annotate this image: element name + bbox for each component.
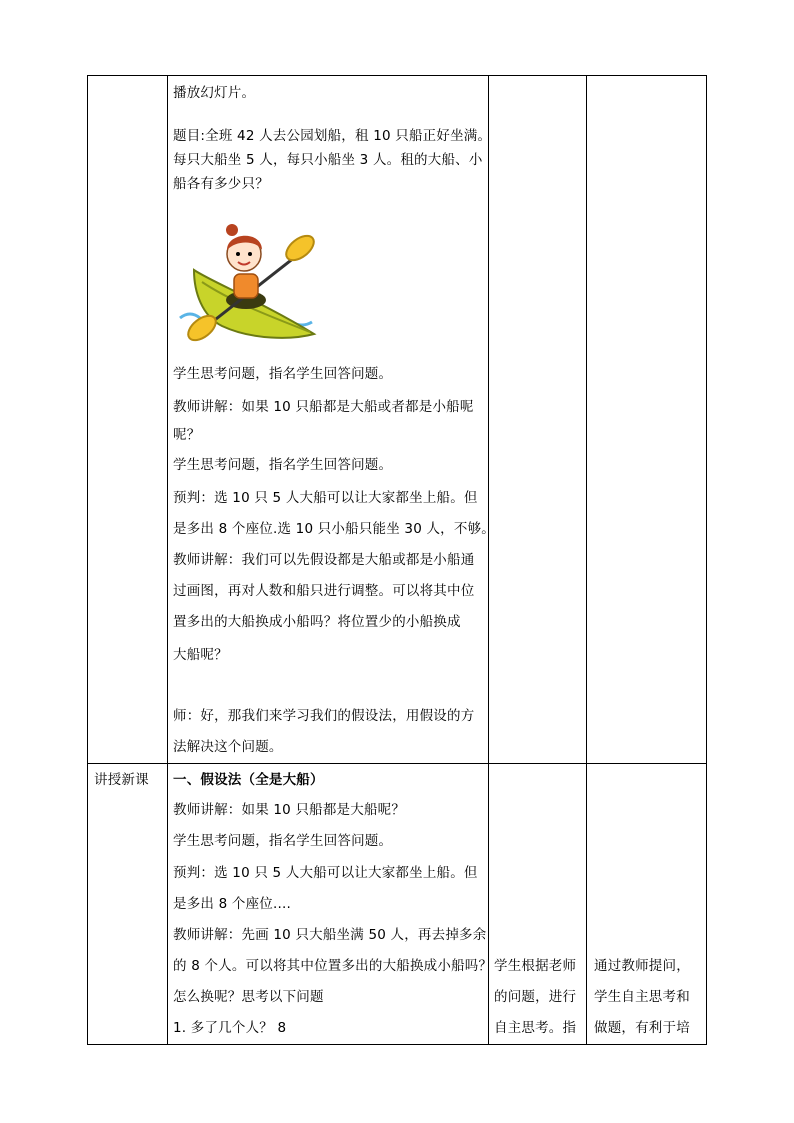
student-activity-line: 学生根据老师 <box>494 958 577 974</box>
table-border-left <box>87 75 88 1045</box>
teacher-text-line: 学生思考问题，指名学生回答问题。 <box>173 457 393 473</box>
table-border-right <box>706 75 707 1045</box>
girl-eye <box>248 252 252 256</box>
teacher-text-line: 师：好，那我们来学习我们的假设法，用假设的方 <box>173 708 475 724</box>
column-divider-2 <box>488 75 489 1045</box>
teacher-text-line: 呢？ <box>173 427 201 443</box>
teacher-text-line: 预判：选 10 只 5 人大船可以让大家都坐上船。但 <box>173 865 478 881</box>
table-border-bottom <box>87 1044 707 1045</box>
girl-eye <box>236 252 240 256</box>
design-intent-line: 通过教师提问， <box>594 958 690 974</box>
teacher-text-line: 的 8 个人。可以将其中位置多出的大船换成小船吗？ <box>173 958 493 974</box>
teacher-text-line: 播放幻灯片。 <box>173 85 256 101</box>
section-title: 一、假设法（全是大船） <box>173 772 324 788</box>
teacher-text-line: 学生思考问题，指名学生回答问题。 <box>173 833 393 849</box>
teacher-text-line: 教师讲解：我们可以先假设都是大船或都是小船通 <box>173 552 475 568</box>
teacher-text-line: 怎么换呢？思考以下问题 <box>173 989 324 1005</box>
teacher-text-line: 是多出 8 个座位.选 10 只小船只能坐 30 人，不够。 <box>173 521 495 537</box>
life-jacket <box>234 274 258 298</box>
problem-text-line: 题目:全班 42 人去公园划船，租 10 只船正好坐满。 <box>173 128 492 144</box>
teacher-text-line: 教师讲解：如果 10 只船都是大船呢？ <box>173 802 406 818</box>
stage-label: 讲授新课 <box>94 772 149 788</box>
student-activity-line: 的问题，进行 <box>494 989 577 1005</box>
design-intent-line: 做题，有利于培 <box>594 1020 690 1036</box>
girl-hair-bun <box>226 224 238 236</box>
table-border-top <box>87 75 707 76</box>
paddle-blade <box>282 231 318 265</box>
teacher-text-line: 1. 多了几个人？ 8 <box>173 1020 287 1036</box>
student-activity-line: 自主思考。指 <box>494 1020 577 1036</box>
teacher-text-line: 学生思考问题，指名学生回答问题。 <box>173 366 393 382</box>
teacher-text-line: 是多出 8 个座位.... <box>173 896 291 912</box>
girl-kayaking-illustration <box>172 222 322 350</box>
teacher-text-line: 预判：选 10 只 5 人大船可以让大家都坐上船。但 <box>173 490 478 506</box>
teacher-text-line: 教师讲解：如果 10 只船都是大船或者都是小船呢 <box>173 399 474 415</box>
column-divider-3 <box>586 75 587 1045</box>
teacher-text-line: 法解决这个问题。 <box>173 739 283 755</box>
problem-text-line: 每只大船坐 5 人，每只小船坐 3 人。租的大船、小 <box>173 152 483 168</box>
problem-text-line: 船各有多少只？ <box>173 176 269 192</box>
teacher-text-line: 过画图，再对人数和船只进行调整。可以将其中位 <box>173 583 475 599</box>
row-divider <box>87 763 707 764</box>
teacher-text-line: 大船呢？ <box>173 647 228 663</box>
teacher-text-line: 置多出的大船换成小船吗？将位置少的小船换成 <box>173 614 461 630</box>
design-intent-line: 学生自主思考和 <box>594 989 690 1005</box>
column-divider-1 <box>167 75 168 1045</box>
teacher-text-line: 教师讲解：先画 10 只大船坐满 50 人，再去掉多余 <box>173 927 487 943</box>
